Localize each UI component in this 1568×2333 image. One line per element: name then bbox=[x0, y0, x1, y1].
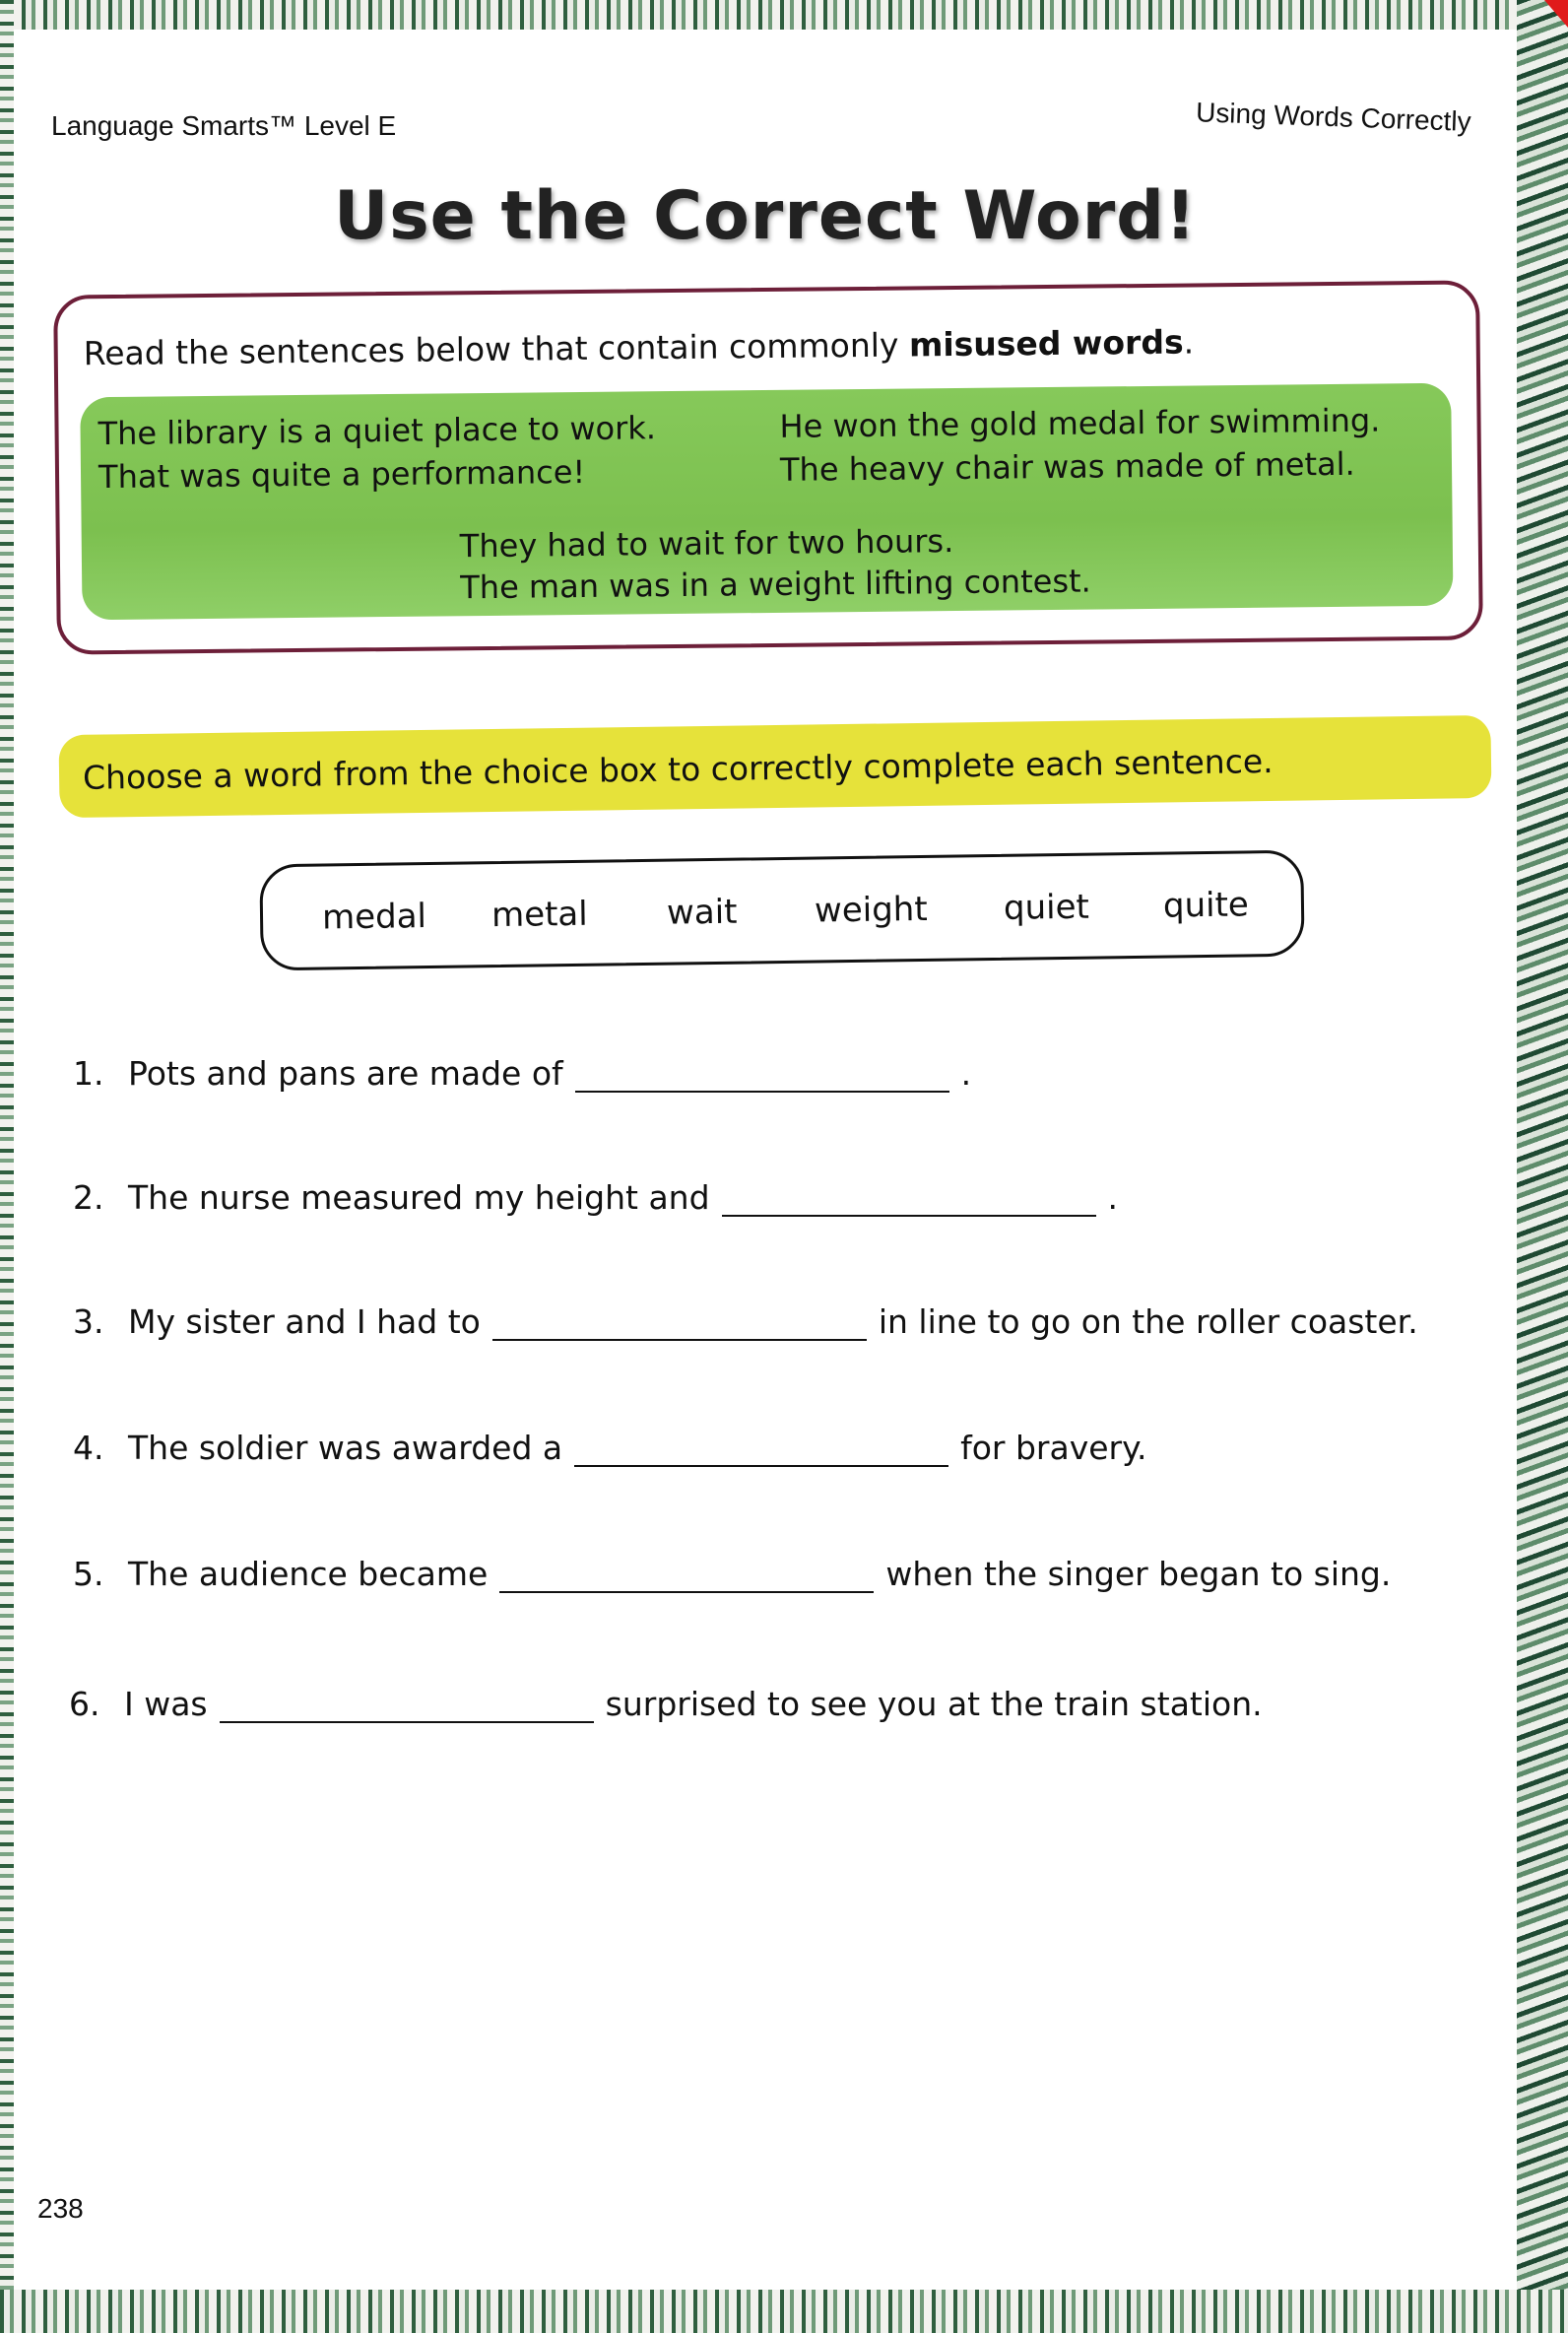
example-sentences-panel bbox=[80, 383, 1453, 621]
example-sentence: That was quite a performance! bbox=[98, 452, 586, 497]
decorative-border-top bbox=[0, 0, 1568, 30]
instruction-text: Choose a word from the choice box to correctly complete each sentence. bbox=[82, 741, 1274, 797]
question-4 bbox=[73, 1429, 1146, 1467]
question-number: 4. bbox=[73, 1429, 104, 1467]
book-title: Language Smarts™ Level E bbox=[51, 110, 397, 141]
choice-word: quite bbox=[1162, 885, 1250, 926]
question-text-before: My sister and I had to bbox=[128, 1302, 481, 1341]
question-text-after: in line to go on the roller coaster. bbox=[878, 1302, 1418, 1341]
page-title: Use the Correct Word! bbox=[333, 177, 1197, 255]
decorative-border-right bbox=[1517, 0, 1568, 2333]
instruction-bar bbox=[58, 715, 1491, 818]
intro-lead: Read the sentences below that contain commonly bbox=[83, 325, 910, 373]
question-2 bbox=[73, 1178, 1118, 1217]
decorative-border-bottom bbox=[0, 2290, 1568, 2333]
question-text-after: when the singer began to sing. bbox=[885, 1555, 1392, 1593]
page-number: 238 bbox=[37, 2193, 84, 2224]
intro-emphasis: misused words bbox=[908, 322, 1184, 365]
question-5 bbox=[73, 1555, 1391, 1593]
intro-box bbox=[53, 280, 1483, 654]
choice-word: metal bbox=[490, 894, 588, 936]
question-number: 3. bbox=[73, 1302, 104, 1341]
intro-text bbox=[84, 322, 1195, 372]
answer-blank[interactable] bbox=[220, 1692, 594, 1723]
choice-box bbox=[259, 850, 1304, 971]
example-sentence: The heavy chair was made of metal. bbox=[779, 444, 1355, 489]
example-sentence: The man was in a weight lifting contest. bbox=[460, 562, 1091, 607]
choice-word: wait bbox=[666, 892, 738, 933]
question-number: 1. bbox=[73, 1054, 104, 1093]
answer-blank[interactable] bbox=[722, 1185, 1096, 1217]
example-sentence: He won the gold medal for swimming. bbox=[779, 401, 1381, 445]
question-number: 6. bbox=[69, 1685, 100, 1723]
answer-blank[interactable] bbox=[492, 1309, 867, 1341]
question-text-after: surprised to see you at the train station. bbox=[605, 1685, 1263, 1723]
choice-word: quiet bbox=[1003, 887, 1090, 928]
intro-end: . bbox=[1183, 322, 1195, 362]
worksheet-page bbox=[14, 30, 1517, 2290]
example-sentence: They had to wait for two hours. bbox=[459, 522, 954, 566]
question-text-before: The soldier was awarded a bbox=[128, 1429, 563, 1467]
answer-blank[interactable] bbox=[574, 1435, 948, 1467]
example-sentence: The library is a quiet place to work. bbox=[98, 409, 657, 453]
question-text-before: I was bbox=[124, 1685, 208, 1723]
question-number: 2. bbox=[73, 1178, 104, 1217]
question-text-after: . bbox=[960, 1054, 972, 1093]
answer-blank[interactable] bbox=[499, 1562, 874, 1593]
choice-word: medal bbox=[321, 897, 427, 938]
question-text-after: . bbox=[1107, 1178, 1119, 1217]
question-text-before: Pots and pans are made of bbox=[128, 1054, 563, 1093]
section-title: Using Words Correctly bbox=[1196, 97, 1472, 137]
question-1 bbox=[73, 1054, 971, 1093]
answer-blank[interactable] bbox=[575, 1061, 949, 1093]
question-3 bbox=[73, 1302, 1418, 1341]
question-number: 5. bbox=[73, 1555, 104, 1593]
choice-word: weight bbox=[814, 889, 928, 931]
question-text-after: for bravery. bbox=[960, 1429, 1147, 1467]
question-text-before: The nurse measured my height and bbox=[128, 1178, 710, 1217]
question-6 bbox=[69, 1685, 1263, 1723]
question-text-before: The audience became bbox=[128, 1555, 489, 1593]
decorative-border-left bbox=[0, 0, 14, 2333]
